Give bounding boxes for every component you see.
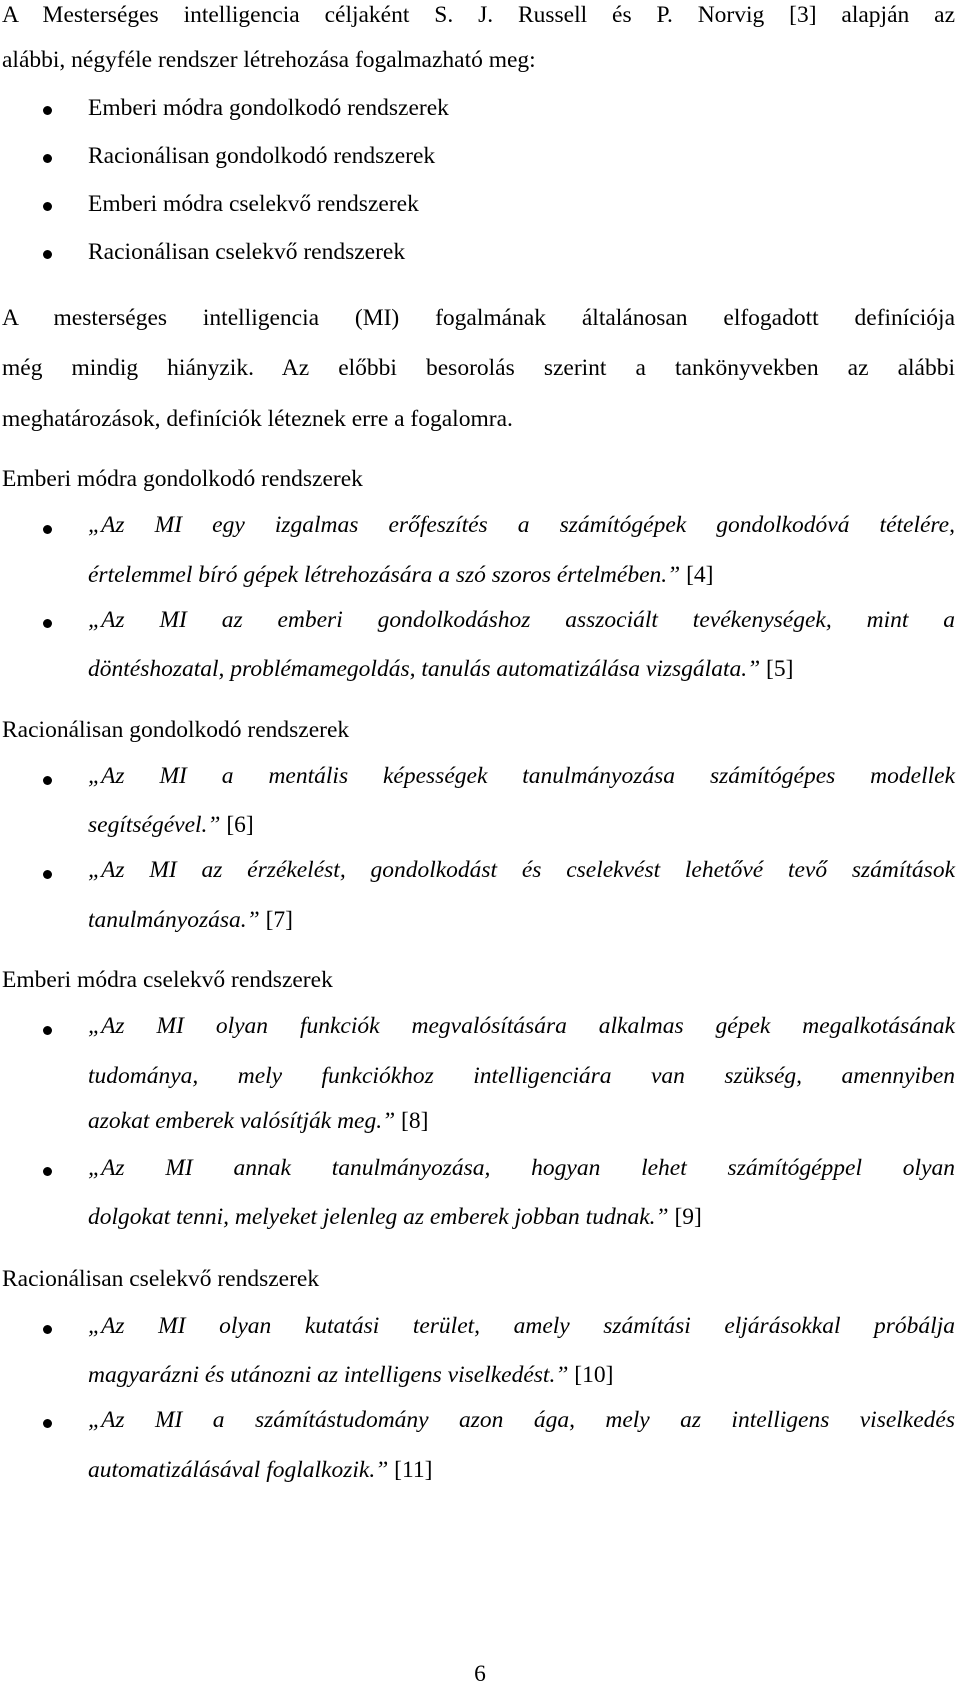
quote-line: „Az MI a számítástudomány azon ága, mely az intelligens viselkedés [88,1407,955,1433]
intro-line-2: alábbi, négyféle rendszer létrehozása fogalmazható meg: [2,47,536,73]
quote-text: értelemmel bíró gépek létrehozására a szó szoros értelmében.” [88,562,681,588]
quote-line-end [88,1455,960,1485]
quote-line-end [88,1202,960,1232]
reference: [10] [574,1362,614,1388]
bullet-icon [43,250,52,259]
quote-line: „Az MI az érzékelést, gondolkodást és cselekvést lehetővé tevő számítások [88,857,955,883]
quote-line-end [88,905,960,935]
section-heading: Racionálisan cselekvő rendszerek [2,1266,320,1292]
bullet-icon [43,1026,52,1035]
bullet-icon [43,619,52,628]
quote-line-end [88,560,960,590]
bullet-icon [43,525,52,534]
category-item: Racionálisan gondolkodó rendszerek [88,143,436,169]
reference: [11] [394,1457,433,1483]
category-item: Racionálisan cselekvő rendszerek [88,239,406,265]
quote-text: tanulmányozása.” [88,907,260,933]
category-item: Emberi módra cselekvő rendszerek [88,191,419,217]
quote-text: segítségével.” [88,812,221,838]
page-number: 6 [474,1661,486,1687]
quote-line: „Az MI egy izgalmas erőfeszítés a számítógépek gondolkodóvá tételére, [88,512,955,538]
quote-text: dolgokat tenni, melyeket jelenleg az emberek jobban tudnak.” [88,1204,669,1230]
quote-text: automatizálásával foglalkozik.” [88,1457,389,1483]
quote-line: „Az MI annak tanulmányozása, hogyan lehet számítógéppel olyan [88,1155,955,1181]
quote-line-end [88,1360,960,1390]
bullet-icon [43,1419,52,1428]
reference: [9] [674,1204,702,1230]
quote-line: tudománya, mely funkciókhoz intelligenciára van szükség, amennyiben [88,1063,955,1089]
paragraph-line-2: még mindig hiányzik. Az előbbi besorolás szerint a tankönyvekben az alábbi [2,355,955,381]
section-heading: Emberi módra cselekvő rendszerek [2,967,333,993]
reference: [8] [401,1108,429,1134]
bullet-icon [43,202,52,211]
quote-line: „Az MI olyan kutatási terület, amely számítási eljárásokkal próbálja [88,1313,955,1339]
category-item: Emberi módra gondolkodó rendszerek [88,95,449,121]
quote-line-end [88,654,960,684]
reference: [5] [766,656,794,682]
quote-line: „Az MI a mentális képességek tanulmányozása számítógépes modellek [88,763,955,789]
quote-text: azokat emberek valósítják meg.” [88,1108,396,1134]
quote-text: magyarázni és utánozni az intelligens viselkedést.” [88,1362,569,1388]
bullet-icon [43,1167,52,1176]
section-heading: Racionálisan gondolkodó rendszerek [2,717,350,743]
paragraph-line-1: A mesterséges intelligencia (MI) fogalmának általánosan elfogadott definíciója [2,305,955,331]
bullet-icon [43,776,52,785]
reference: [7] [265,907,293,933]
bullet-icon [43,154,52,163]
quote-line-end [88,810,960,840]
intro-line-1: A Mesterséges intelligencia céljaként S. J. Russell és P. Norvig [3] alapján az [2,2,955,28]
quote-text: döntéshozatal, problémamegoldás, tanulás automatizálása vizsgálata.” [88,656,761,682]
paragraph-line-3: meghatározások, definíciók léteznek erre a fogalomra. [2,406,513,432]
quote-line-end [88,1106,960,1136]
section-heading: Emberi módra gondolkodó rendszerek [2,466,363,492]
quote-line: „Az MI az emberi gondolkodáshoz asszociált tevékenységek, mint a [88,607,955,633]
bullet-icon [43,106,52,115]
quote-line: „Az MI olyan funkciók megvalósítására alkalmas gépek megalkotásának [88,1013,955,1039]
bullet-icon [43,1325,52,1334]
reference: [6] [226,812,254,838]
reference: [4] [686,562,714,588]
bullet-icon [43,870,52,879]
